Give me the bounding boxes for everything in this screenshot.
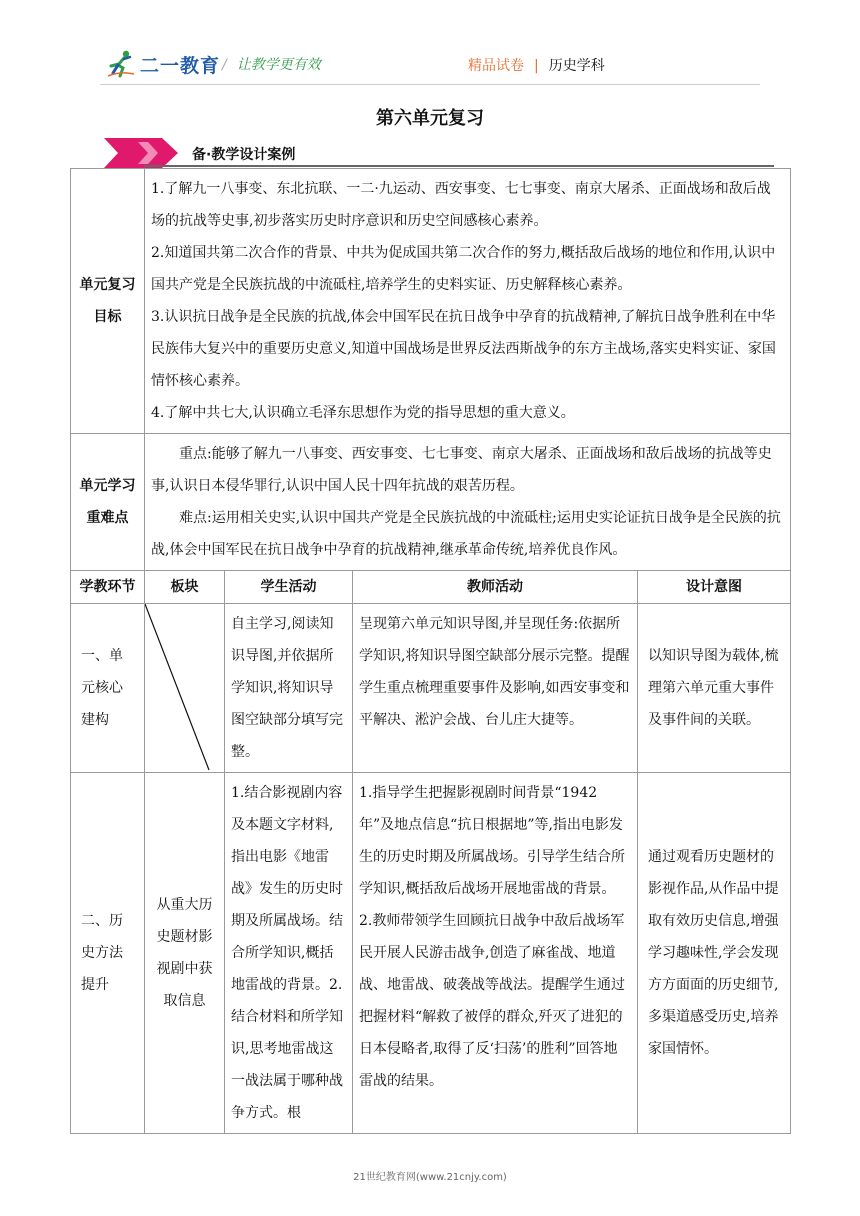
teacher-activity-part: 2.教师带领学生回顾抗日战争中敌后战场军民开展人民游击战争,创造了麻雀战、地道战、地雷战、破袭战等战法。提醒学生通过把握材料“解救了被俘的群众,歼灭了进犯的日本侵略者,取得了反‘扫荡’的胜利”回答地雷战的结果。 (359, 913, 625, 1089)
badge-divider: | (534, 58, 539, 74)
section-arrow-icon (104, 138, 184, 168)
page-title: 第六单元复习 (376, 108, 484, 129)
diagonal-slash (145, 604, 225, 772)
section-label: 备·教学设计案例 (192, 147, 296, 163)
column-header: 板块 (145, 571, 225, 604)
teacher-activity-cell (353, 773, 638, 1134)
section-rule (144, 165, 774, 167)
student-activity-cell: 自主学习,阅读知识导图,并依据所学知识,将知识导图空缺部分填写完整。 (225, 604, 353, 773)
header-badge (468, 55, 605, 75)
objectives-content (145, 169, 791, 434)
slogan-text: 让教学更有效 (236, 57, 321, 73)
logo (106, 48, 220, 80)
board-cell: 从重大历史题材影视剧中获取信息 (145, 773, 225, 1134)
objective-item: 2.知道国共第二次合作的背景、中共为促成国共第二次合作的努力,概括敌后战场的地位和作用,认识中国共产党是全民族抗战的中流砥柱,培养学生的史料实证、历史解释核心素养。 (151, 245, 776, 293)
slash-divider: / (222, 57, 227, 73)
board-cell-empty (145, 604, 225, 773)
table-header-row (71, 571, 791, 604)
column-header: 学生活动 (225, 571, 353, 604)
runner-logo-icon (106, 49, 136, 79)
key-points-label: 单元学习重难点 (71, 434, 145, 571)
key-points-row (71, 434, 791, 571)
stage-cell: 一、单元核心建构 (71, 604, 145, 773)
objectives-row (71, 169, 791, 434)
logo-text: 二一教育 (140, 54, 221, 77)
objective-item: 1.了解九一八事变、东北抗联、一二·九运动、西安事变、七七事变、南京大屠杀、正面战场和敌后战场的抗战等史事,初步落实历史时序意识和历史空间感核心素养。 (151, 181, 771, 229)
lesson-plan-table (70, 168, 791, 1134)
badge-label: 精品试卷 (468, 58, 524, 74)
slogan (222, 54, 321, 74)
objectives-label: 单元复习目标 (71, 169, 145, 434)
key-points-content (145, 434, 791, 571)
stage-cell: 二、历史方法提升 (71, 773, 145, 1134)
design-intent-cell: 以知识导图为载体,梳理第六单元重大事件及事件间的关联。 (638, 604, 791, 773)
objective-item: 3.认识抗日战争是全民族的抗战,体会中国军民在抗日战争中孕育的抗战精神,了解抗日战争胜利在中华民族伟大复兴中的重要历史意义,知道中国战场是世界反法西斯战争的东方主战场,落实史料实证、家国情怀核心素养。 (151, 309, 776, 389)
page-footer: 21世纪教育网(www.21cnjy.com) (353, 1172, 507, 1183)
table-row (71, 604, 791, 773)
teacher-activity-part: 1.指导学生把握影视剧时间背景“1942年”及地点信息“抗日根据地”等,指出电影发生的历史时期及所属战场。引导学生结合所学知识,概括敌后战场开展地雷战的背景。 (359, 785, 625, 897)
badge-subject: 历史学科 (548, 58, 605, 74)
column-header: 设计意图 (638, 571, 791, 604)
column-header: 学教环节 (71, 571, 145, 604)
teacher-activity-cell: 呈现第六单元知识导图,并呈现任务:依据所学知识,将知识导图空缺部分展示完整。提醒学生重点梳理重要事件及影响,如西安事变和平解决、淞沪会战、台儿庄大捷等。 (353, 604, 638, 773)
page-header (0, 0, 860, 90)
key-point: 重点:能够了解九一八事变、西安事变、七七事变、南京大屠杀、正面战场和敌后战场的抗战等史事,认识日本侵华罪行,认识中国人民十四年抗战的艰苦历程。 (151, 446, 772, 494)
column-header: 教师活动 (353, 571, 638, 604)
difficult-point: 难点:运用相关史实,认识中国共产党是全民族抗战的中流砥柱;运用史实论证抗日战争是全民族的抗战,体会中国军民在抗日战争中孕育的抗战精神,继承革命传统,培养优良作风。 (151, 510, 781, 558)
design-intent-cell: 通过观看历史题材的影视作品,从作品中提取有效历史信息,增强学习趣味性,学会发现方方面面的历史细节,多渠道感受历史,培养家国情怀。 (638, 773, 791, 1134)
objective-item: 4.了解中共七大,认识确立毛泽东思想作为党的指导思想的重大意义。 (151, 405, 575, 421)
header-rule (100, 84, 760, 85)
section-banner (104, 138, 774, 168)
table-row (71, 773, 791, 1134)
student-activity-cell: 1.结合影视剧内容及本题文字材料,指出电影《地雷战》发生的历史时期及所属战场。结合所学知识,概括地雷战的背景。2.结合材料和所学知识,思考地雷战这一战法属于哪种战争方式。根 (225, 773, 353, 1134)
